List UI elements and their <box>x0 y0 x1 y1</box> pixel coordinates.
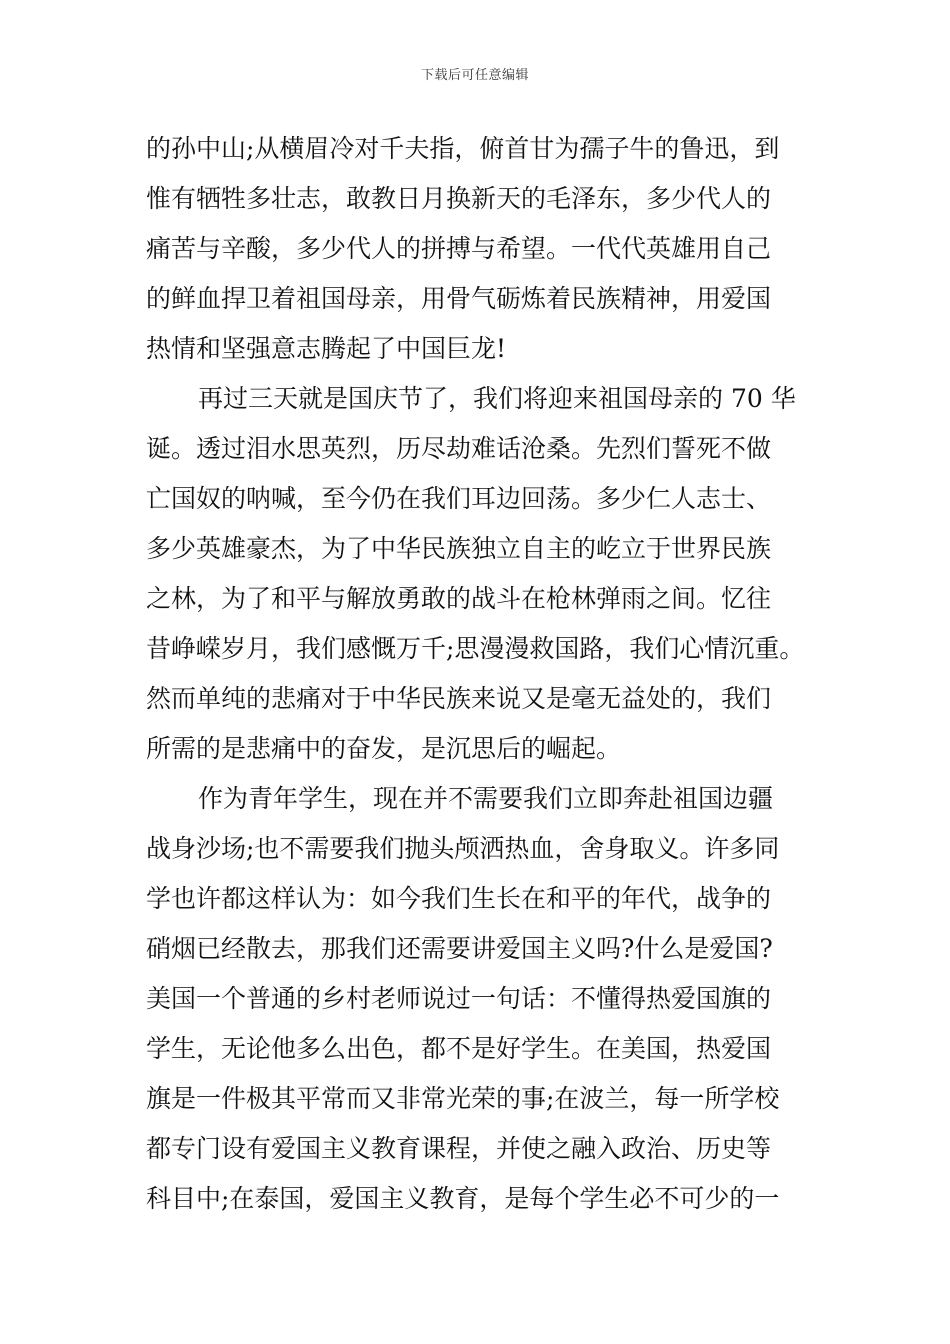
text-line: 科目中;在泰国，爱国主义教育，是每个学生必不可少的一 <box>146 1184 780 1213</box>
text-line: 之林，为了和平与解放勇敢的战斗在枪林弹雨之间。忆往 <box>146 584 772 613</box>
text-line: 学生，无论他多么出色，都不是好学生。在美国，热爱国 <box>146 1034 772 1063</box>
text-line: 然而单纯的悲痛对于中华民族来说又是毫无益处的，我们 <box>146 684 772 713</box>
text-line: 惟有牺牲多壮志，敢教日月换新天的毛泽东，多少代人的 <box>146 184 772 213</box>
text-line: 的孙中山;从横眉冷对千夫指，俯首甘为孺子牛的鲁迅，到 <box>146 134 780 163</box>
text-line: 再过三天就是国庆节了，我们将迎来祖国母亲的 70 华 <box>198 384 796 413</box>
text-line: 昔峥嵘岁月，我们感慨万千;思漫漫救国路，我们心情沉重。 <box>146 634 805 663</box>
text-line: 旗是一件极其平常而又非常光荣的事;在波兰，每一所学校 <box>146 1084 780 1113</box>
text-line: 作为青年学生，现在并不需要我们立即奔赴祖国边疆 <box>198 784 774 813</box>
paragraph-2 <box>146 374 826 774</box>
text-line: 亡国奴的呐喊，至今仍在我们耳边回荡。多少仁人志士、 <box>146 484 772 513</box>
text-line: 所需的是悲痛中的奋发，是沉思后的崛起。 <box>146 734 622 763</box>
text-line: 热情和坚强意志腾起了中国巨龙! <box>146 334 507 363</box>
text-line: 的鲜血捍卫着祖国母亲，用骨气砺炼着民族精神，用爱国 <box>146 284 772 313</box>
text-line: 多少英雄豪杰，为了中华民族独立自主的屹立于世界民族 <box>146 534 772 563</box>
document-body <box>146 124 826 1224</box>
text-line: 诞。透过泪水思英烈，历尽劫难话沧桑。先烈们誓死不做 <box>146 434 772 463</box>
paragraph-1 <box>146 124 826 374</box>
text-line: 学也许都这样认为：如今我们生长在和平的年代，战争的 <box>146 884 772 913</box>
text-line: 痛苦与辛酸，多少代人的拼搏与希望。一代代英雄用自己 <box>146 234 772 263</box>
text-line: 美国一个普通的乡村老师说过一句话：不懂得热爱国旗的 <box>146 984 772 1013</box>
paragraph-3 <box>146 774 826 1224</box>
page-header: 下载后可任意编辑 <box>420 68 529 83</box>
text-line: 硝烟已经散去，那我们还需要讲爱国主义吗?什么是爱国? <box>146 934 773 963</box>
text-line: 都专门设有爱国主义教育课程，并使之融入政治、历史等 <box>146 1134 772 1163</box>
text-line: 战身沙场;也不需要我们抛头颅洒热血，舍身取义。许多同 <box>146 834 780 863</box>
